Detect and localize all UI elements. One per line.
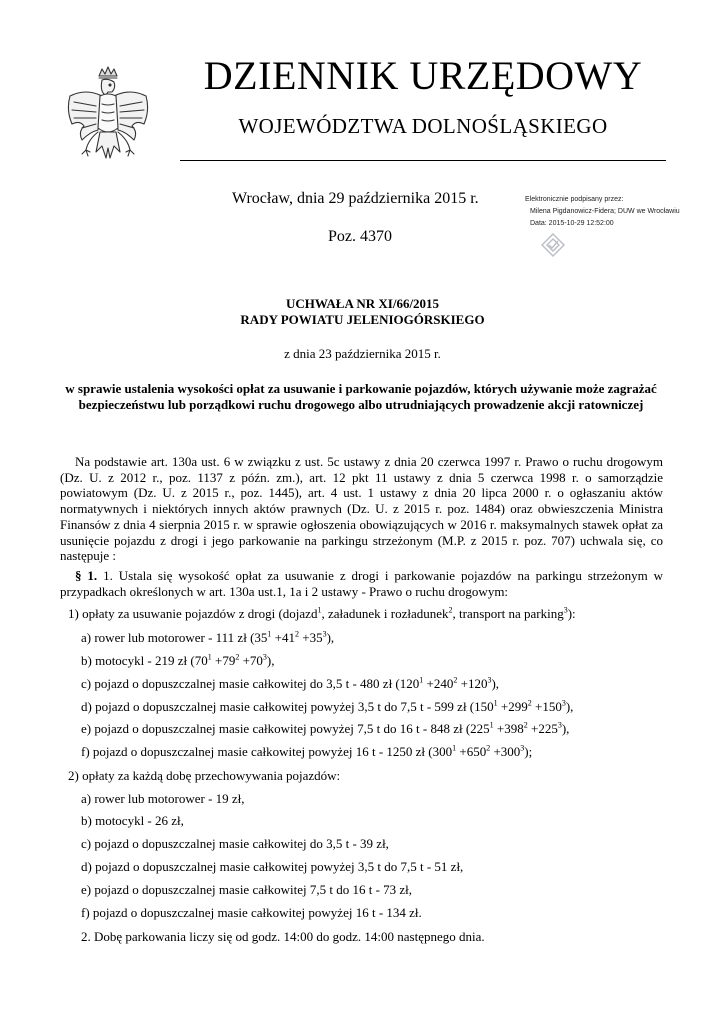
removal-item: a) rower lub motorower - 111 zł $(35^1 +41^2 +35^3)$, (81, 629, 335, 645)
storage-item: d) pojazd o dopuszczalnej masie całkowitej powyżej 3,5 t do 7,5 t - 51 zł, (81, 859, 464, 874)
resolution-number: UCHWAŁA NR XI/66/2015 (285, 296, 440, 311)
place-and-date: Wrocław, dnia 29 października 2015 r. (232, 190, 479, 207)
masthead (178, 52, 668, 139)
removal-item: e) pojazd o dopuszczalnej masie całkowitej powyżej 7,5 t do 16 t - 848 zł $(225^1 +398^2 +225^3)$, (81, 720, 570, 736)
journal-subtitle: WOJEWÓDZTWA DOLNOŚLĄSKIEGO (238, 114, 608, 138)
legal-basis-paragraph: Na podstawie art. 130a ust. 6 w związku z ust. 5c ustawy z dnia 20 czerwca 1997 r. Prawo o ruchu drogowym (Dz. U. z 2012 r., poz. 1137 z późn. zm.), art. 12 pkt 11 ustawy z dnia 5 czerwca 1998 r. o samorządzie powiatowym (Dz. U. z 2015 r., poz. 1445), art. 4 ust. 1 ustawy z dnia 20 lipca 2000 r. o ogłaszaniu aktów normatywnych i niektórych innych aktów prawnych (Dz. U. z 2015 r. poz. 1484) oraz obwieszczenia Ministra Finansów z dnia 4 sierpnia 2015 r. w sprawie ogłoszenia obowiązujących w 2016 r. maksymalnych stawek opłat za usunięcie pojazdu z drogi i jego parkowanie na parkingu strzeżonym (M.P. z 2015 r. poz. 707) uchwala się, co następuje : (60, 454, 663, 564)
storage-item: a) rower lub motorower - 19 zł, (81, 791, 245, 806)
storage-item: c) pojazd o dopuszczalnej masie całkowitej do 3,5 t - 39 zł, (81, 836, 389, 851)
removal-fees-intro: 1) opłaty za usuwanie pojazdów z drogi (dojazd$^1$, załadunek i rozładunek$^2$, transport na parking$^3$): (68, 605, 576, 621)
signature-date: Data: 2015-10-29 12:52:00 (530, 220, 614, 227)
section-1-text: 1. Ustala się wysokość opłat za usuwanie z drogi i parkowanie pojazdów na parkingu strzeżonym w przypadkach określonych w art. 130a ust.1, 1a i 2 ustawy - Prawo o ruchu drogowym: (60, 568, 663, 599)
storage-item: f) pojazd o dopuszczalnej masie całkowitej powyżej 16 t - 134 zł. (81, 905, 422, 920)
signature-signer: Milena Pigdanowicz-Fidera; DUW we Wrocławiu (530, 208, 680, 215)
position-number: Poz. 4370 (328, 228, 392, 245)
section-1-paragraph (60, 568, 663, 599)
masthead-rule (180, 160, 666, 161)
signature-label: Elektronicznie podpisany przez: (525, 196, 624, 203)
removal-item: b) motocykl - 219 zł $(70^1 +79^2 +70^3)$, (81, 652, 275, 668)
resolution-date: z dnia 23 października 2015 r. (284, 346, 441, 361)
electronic-signature-info (525, 194, 720, 230)
storage-fees-intro: 2) opłaty za każdą dobę przechowywania pojazdów: (68, 768, 341, 783)
removal-item: f) pojazd o dopuszczalnej masie całkowitej powyżej 16 t - 1250 zł $(300^1 +650^2 +300^3)$; (81, 743, 533, 759)
removal-item: c) pojazd o dopuszczalnej masie całkowitej do 3,5 t - 480 zł $(120^1 +240^2 +120^3)$, (81, 675, 500, 691)
removal-item: d) pojazd o dopuszczalnej masie całkowitej powyżej 3,5 t do 7,5 t - 599 zł $(150^1 +299^2 +150^3)$, (81, 698, 574, 714)
storage-item: e) pojazd o dopuszczalnej masie całkowitej 7,5 t do 16 t - 73 zł, (81, 882, 413, 897)
section-1-mark: § 1. (75, 568, 98, 583)
white-eagle-emblem-icon (62, 66, 154, 170)
storage-item: b) motocykl - 26 zł, (81, 813, 184, 828)
section-1-point-2: 2. Dobę parkowania liczy się od godz. 14:00 do godz. 14:00 następnego dnia. (81, 929, 485, 944)
journal-title: DZIENNIK URZĘDOWY (203, 53, 643, 98)
resolution-subject: w sprawie ustalenia wysokości opłat za usuwanie i parkowanie pojazdów, których używanie może zagrażać bezpieczeństwu lub porządkowi ruchu drogowego albo utrudniających prowadzenie akcji ratowniczej (65, 381, 657, 412)
signature-check-icon (538, 230, 568, 260)
resolution-body: RADY POWIATU JELENIOGÓRSKIEGO (240, 312, 485, 327)
resolution-heading (0, 296, 725, 328)
